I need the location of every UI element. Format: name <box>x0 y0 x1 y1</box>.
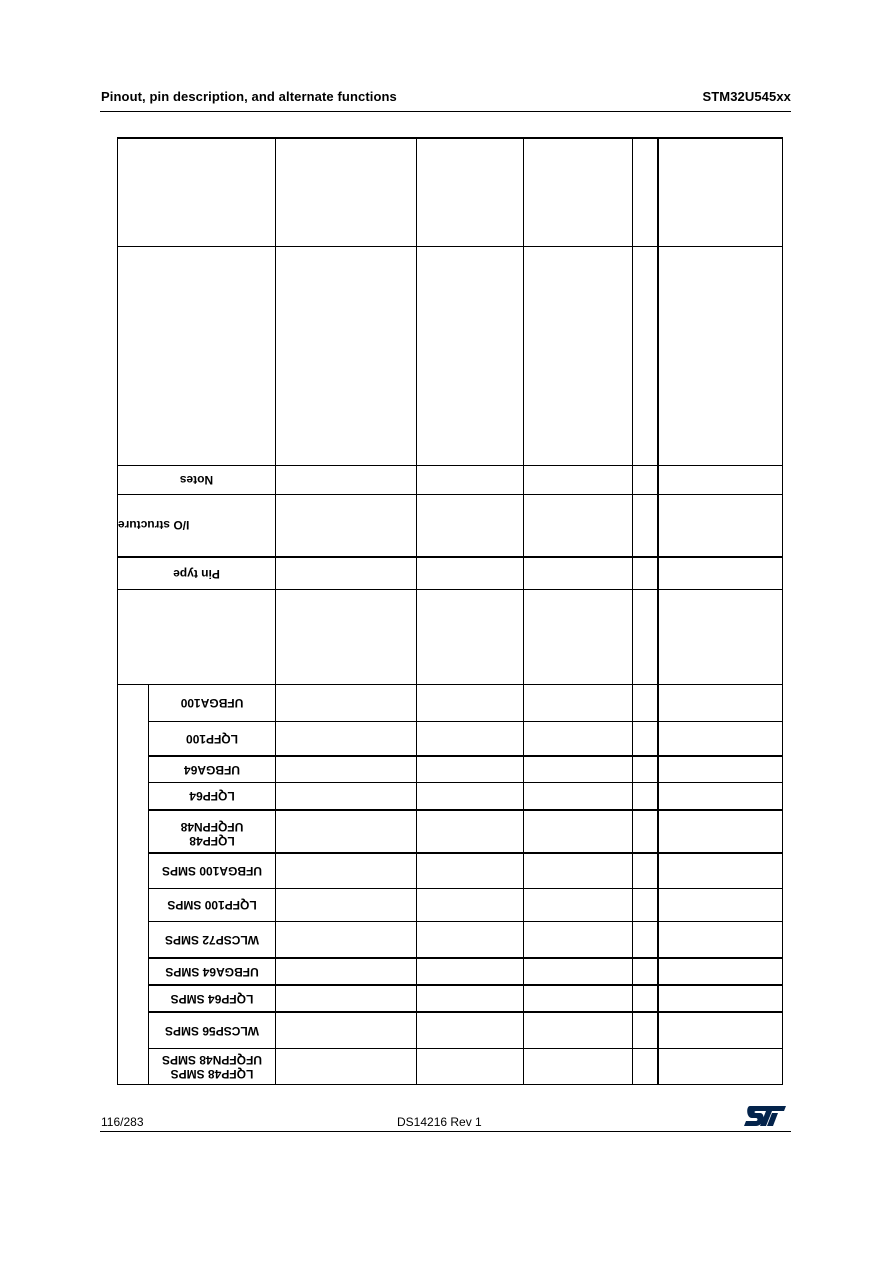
row-label-pin-type: Pin type <box>173 567 220 581</box>
package-label: UFBGA100 SMPS <box>161 864 263 878</box>
package-label: LQFP48 SMPS UFQFPN48 SMPS <box>161 1053 263 1081</box>
running-header-doc-part: STM32U545xx <box>702 89 791 104</box>
package-label: WLCSP56 SMPS <box>164 1024 260 1038</box>
package-label: UFBGA64 <box>184 763 241 777</box>
package-label: UFBGA64 SMPS <box>165 965 259 979</box>
package-label: UFBGA100 <box>180 696 244 710</box>
row-label-io-structure: I/O structure <box>118 518 190 532</box>
package-label: LQFP48 UFQFPN48 <box>180 820 244 848</box>
footer-rule <box>100 1131 791 1132</box>
header-rule <box>100 111 791 112</box>
package-label: LQFP64 SMPS <box>170 992 254 1006</box>
package-label: LQFP100 <box>185 732 239 746</box>
row-label-notes: Notes <box>179 473 214 487</box>
running-header-title: Pinout, pin description, and alternate functions <box>101 89 397 104</box>
package-label: LQFP100 SMPS <box>167 898 257 912</box>
document-reference: DS14216 Rev 1 <box>397 1115 482 1129</box>
st-logo-icon <box>742 1104 788 1128</box>
package-label: WLCSP72 SMPS <box>164 933 260 947</box>
package-label: LQFP64 <box>189 789 235 803</box>
page-number: 116/283 <box>101 1115 144 1129</box>
